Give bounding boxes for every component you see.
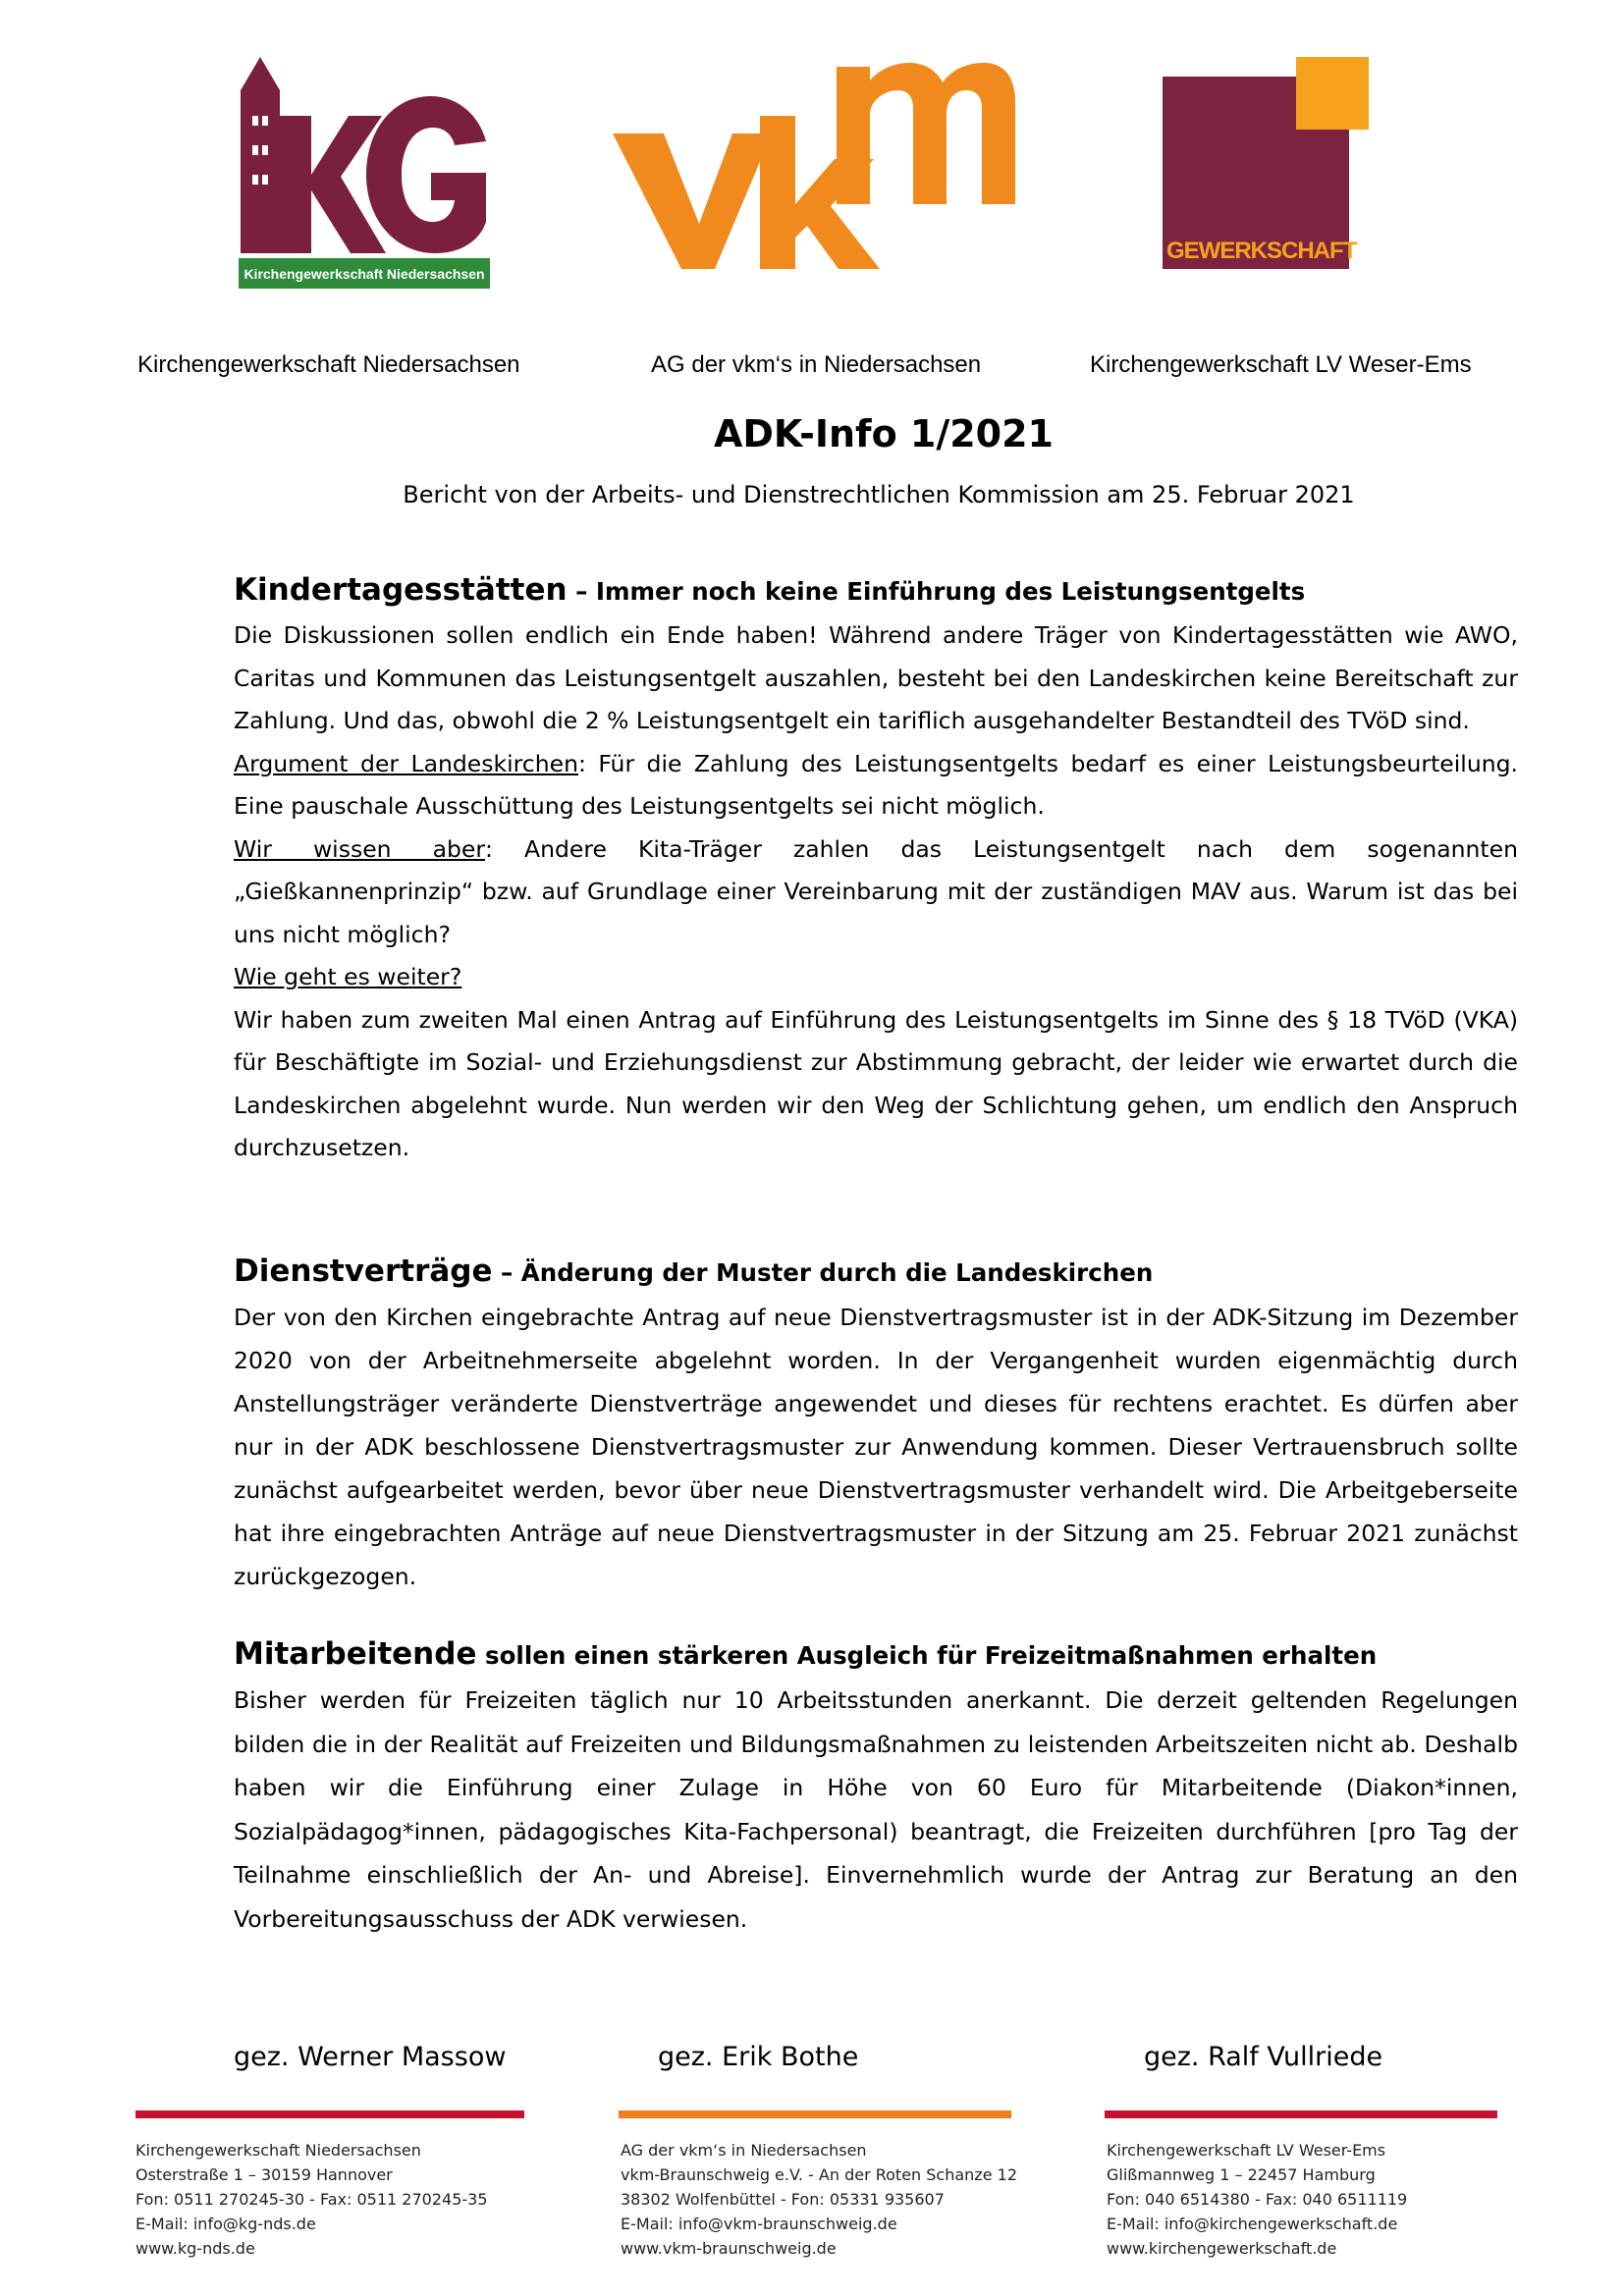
footer-phone: Fon: 040 6514380 - Fax: 040 6511119: [1107, 2190, 1408, 2209]
section-paragraph: Wir haben zum zweiten Mal einen Antrag auf Einführung des Leistungsentgelts im Sinne des § 18 TVöD (VKA) für Beschäftigte im Sozial- und Erziehungsdienst zur Abstimmung gebracht, der leider wie erwartet durch die Landeskirchen abgelehnt wurde. Nun werden wir den Weg der Schlichtung gehen, um endlich den Anspruch durchzusetzen.: [234, 1005, 1518, 1161]
section-dienstvertraege: [234, 1249, 1518, 1598]
footer-vkm: [621, 2138, 1017, 2261]
footer-email[interactable]: E-Mail: info@kirchengewerkschaft.de: [1107, 2215, 1398, 2233]
kg-logo-graphic: [239, 57, 490, 289]
wissen-paragraph: [234, 828, 1518, 957]
section-heading-sub: – Änderung der Muster durch die Landeskirchen: [492, 1258, 1154, 1287]
section-heading: [234, 1631, 1518, 1679]
section-heading: [234, 1249, 1518, 1296]
footer-address: vkm-Braunschweig e.V. - An der Roten Schanze 12: [621, 2165, 1017, 2184]
divider-bar-kgw: [1105, 2110, 1497, 2118]
footer-phone: Fon: 0511 270245-30 - Fax: 0511 270245-35: [135, 2190, 488, 2209]
footer-email[interactable]: E-Mail: info@vkm-braunschweig.de: [621, 2215, 897, 2233]
section-heading-main: Mitarbeitende: [234, 1636, 477, 1672]
signature-vullriede: gez. Ralf Vullriede: [1144, 2042, 1383, 2072]
footer-kgw: [1107, 2138, 1407, 2261]
footer-website[interactable]: www.kg-nds.de: [135, 2239, 255, 2258]
section-heading-main: Kindertagesstätten: [234, 572, 568, 608]
vkm-logo-graphic: [613, 57, 1015, 289]
argument-label: Argument der Landeskirchen: [234, 749, 578, 777]
page-subtitle: Bericht von der Arbeits- und Dienstrechtlichen Kommission am 25. Februar 2021: [403, 481, 1355, 508]
kirchen-vertical-text: Kirchen: [1135, 86, 1164, 209]
footer-phone: 38302 Wolfenbüttel - Fon: 05331 935607: [621, 2190, 945, 2209]
section-paragraph: Der von den Kirchen eingebrachte Antrag auf neue Dienstvertragsmuster ist in der ADK-Sitzung im Dezember 2020 von der Arbeitnehmerseite abgelehnt worden. In der Vergangenheit wurden eigenmächtig durch Anstellungsträger veränderte Dienstverträge angewendet und dieses für rechtens erachtet. Es dürfen aber nur in der ADK beschlossene Dienstvertragsmuster zur Anwendung kommen. Dieser Vertrauensbruch sollte zunächst aufgearbeitet werden, bevor über neue Dienstvertragsmuster verhandelt wird. Die Arbeitgeberseite hat ihre eingebrachten Anträge auf neue Dienstvertragsmuster in der Sitzung am 25. Februar 2021 zunächst zurückgezogen.: [234, 1304, 1518, 1590]
section-paragraph: Bisher werden für Freizeiten täglich nur 10 Arbeitsstunden anerkannt. Die derzeit geltenden Regelungen bilden die in der Realität auf Freizeiten und Bildungsmaßnahmen zu leistenden Arbeitszeiten nicht ab. Deshalb haben wir die Einführung einer Zulage in Höhe von 60 Euro für Mitarbeitende (Diakon*innen, Sozialpädagog*innen, pädagogisches Kita-Fachpersonal) beantragt, die Freizeiten durchführen [pro Tag der Teilnahme einschließlich der An- und Abreise]. Einvernehmlich wurde der Antrag zur Beratung an den Vorbereitungsausschuss der ADK verwiesen.: [234, 1686, 1518, 1933]
weiter-heading: [234, 956, 1518, 999]
footer-website[interactable]: www.vkm-braunschweig.de: [621, 2239, 837, 2258]
footer-website[interactable]: www.kirchengewerkschaft.de: [1107, 2239, 1337, 2258]
section-kindertagesstaetten: [234, 567, 1518, 1170]
logo-row: [0, 57, 1624, 378]
page-title: ADK-Info 1/2021: [713, 412, 1054, 455]
vkm-logo: [613, 57, 1015, 289]
footer-name: Kirchengewerkschaft Niedersachsen: [135, 2141, 421, 2160]
footer-kg: [135, 2138, 488, 2261]
org-caption-kg: Kirchengewerkschaft Niedersachsen: [137, 351, 520, 378]
argument-text: : Für die Zahlung des Leistungsentgelts bedarf es einer Leistungsbeurteilung. Eine pauschale Ausschüttung des Leistungsentgelts sei nicht möglich.: [234, 749, 1518, 820]
footer-name: Kirchengewerkschaft LV Weser-Ems: [1107, 2141, 1386, 2160]
footer-address: Osterstraße 1 – 30159 Hannover: [135, 2165, 393, 2184]
signature-massow: gez. Werner Massow: [234, 2042, 507, 2072]
section-heading-sub: sollen einen stärkeren Ausgleich für Freizeitmaßnahmen erhalten: [476, 1641, 1378, 1670]
argument-paragraph: [234, 743, 1518, 828]
footer-email[interactable]: E-Mail: info@kg-nds.de: [135, 2215, 316, 2233]
section-heading-sub: – Immer noch keine Einführung des Leistungsentgelts: [567, 577, 1306, 606]
kg-logo-text: Kirchengewerkschaft Niedersachsen: [244, 266, 485, 282]
kirchengewerkschaft-logo: [1135, 57, 1379, 289]
gewerkschaft-text: GEWERKSCHAFT: [1166, 238, 1357, 264]
section-paragraph: Die Diskussionen sollen endlich ein Ende haben! Während andere Träger von Kindertagesstätten wie AWO, Caritas und Kommunen das Leistungsentgelt auszahlen, besteht bei den Landeskirchen keine Bereitschaft zur Zahlung. Und das, obwohl die 2 % Leistungsentgelt ein tariflich ausgehandelter Bestandteil des TVöD sind.: [234, 621, 1518, 734]
section-mitarbeitende: [234, 1631, 1518, 1941]
section-heading-main: Dienstverträge: [234, 1254, 493, 1289]
weiter-label: Wie geht es weiter?: [234, 963, 462, 990]
footer-name: AG der vkm‘s in Niedersachsen: [621, 2141, 867, 2160]
signature-bothe: gez. Erik Bothe: [658, 2042, 859, 2072]
divider-bar-kg: [135, 2110, 524, 2118]
org-caption-kgw: Kirchengewerkschaft LV Weser-Ems: [1090, 351, 1472, 378]
kg-logo: [239, 57, 490, 289]
wissen-label: Wir wissen aber: [234, 834, 486, 863]
divider-bar-vkm: [619, 2110, 1011, 2118]
section-heading: [234, 567, 1518, 614]
footer-address: Glißmannweg 1 – 22457 Hamburg: [1107, 2165, 1376, 2184]
wissen-text: : Andere Kita-Träger zahlen das Leistungsentgelt nach dem sogenannten „Gießkannenprinzip“ bzw. auf Grundlage einer Vereinbarung mit der zuständigen MAV aus. Warum ist das bei uns nicht möglich?: [234, 834, 1518, 948]
org-caption-vkm: AG der vkm‘s in Niedersachsen: [651, 351, 982, 378]
